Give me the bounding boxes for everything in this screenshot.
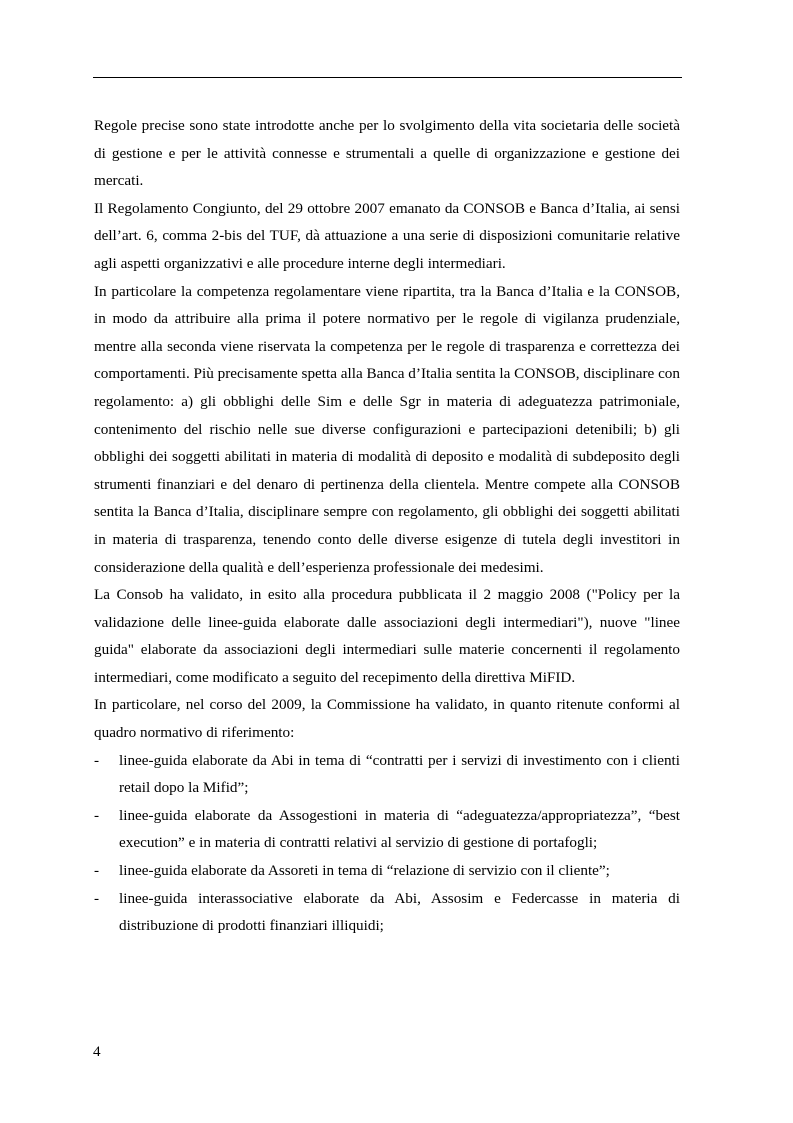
list-item	[94, 747, 680, 802]
list-item-text: linee-guida interassociative elaborate da Abi, Assosim e Federcasse in materia di distribuzione di prodotti finanziari illiquidi;	[119, 889, 680, 935]
paragraph-2: Il Regolamento Congiunto, del 29 ottobre 2007 emanato da CONSOB e Banca d’Italia, ai sensi dell’art. 6, comma 2-bis del TUF, dà attuazione a una serie di disposizioni comunitarie relative agli aspetti organizzativi e alle procedure interne degli intermediari.	[94, 199, 680, 272]
list-marker: -	[94, 862, 100, 880]
list-item-text: linee-guida elaborate da Assoreti in tema di “relazione di servizio con il cliente”;	[119, 862, 610, 880]
paragraph-5: In particolare, nel corso del 2009, la Commissione ha validato, in quanto ritenute conformi al quadro normativo di riferimento:	[94, 696, 680, 742]
list-item	[94, 857, 680, 885]
list-marker: -	[94, 889, 100, 907]
list-item-text: linee-guida elaborate da Assogestioni in materia di “adeguatezza/appropriatezza”, “best execution” e in materia di contratti relativi al servizio di gestione di portafogli;	[119, 806, 680, 852]
list-item-text: linee-guida elaborate da Abi in tema di “contratti per i servizi di investimento con i clienti retail dopo la Mifid”;	[119, 751, 680, 797]
page-number: 4	[93, 1043, 101, 1060]
header-rule	[93, 77, 682, 78]
list-item	[94, 885, 680, 940]
list-item	[94, 802, 680, 857]
list-marker: -	[94, 806, 100, 824]
list-marker: -	[94, 751, 100, 769]
body-text	[94, 112, 680, 940]
guidelines-list	[94, 747, 680, 940]
paragraph-4: La Consob ha validato, in esito alla procedura pubblicata il 2 maggio 2008 ("Policy per la validazione delle linee-guida elaborate dalle associazioni degli intermediari"), nuove "linee guida" elaborate da associazioni degli intermediari sulle materie concernenti il regolamento intermediari, come modificato a seguito del recepimento della direttiva MiFID.	[94, 586, 680, 686]
paragraph-3: In particolare la competenza regolamentare viene ripartita, tra la Banca d’Italia e la CONSOB, in modo da attribuire alla prima il potere normativo per le regole di vigilanza prudenziale, mentre alla seconda viene riservata la competenza per le regole di trasparenza e correttezza dei comportamenti. Più precisamente spetta alla Banca d’Italia sentita la CONSOB, disciplinare con regolamento: a) gli obblighi delle Sim e delle Sgr in materia di adeguatezza patrimoniale, contenimento del rischio nelle sue diverse configurazioni e partecipazioni detenibili; b) gli obblighi dei soggetti abilitati in materia di modalità di deposito e modalità di subdeposito degli strumenti finanziari e del denaro di pertinenza della clientela. Mentre compete alla CONSOB sentita la Banca d’Italia, disciplinare sempre con regolamento, gli obblighi dei soggetti abilitati in materia di trasparenza, tenendo conto delle diverse esigenze di tutela degli investitori in considerazione della qualità e dell’esperienza professionale dei medesimi.	[94, 282, 680, 576]
paragraph-1: Regole precise sono state introdotte anche per lo svolgimento della vita societaria delle società di gestione e per le attività connesse e strumentali a quelle di organizzazione e gestione dei mercati.	[94, 117, 680, 190]
